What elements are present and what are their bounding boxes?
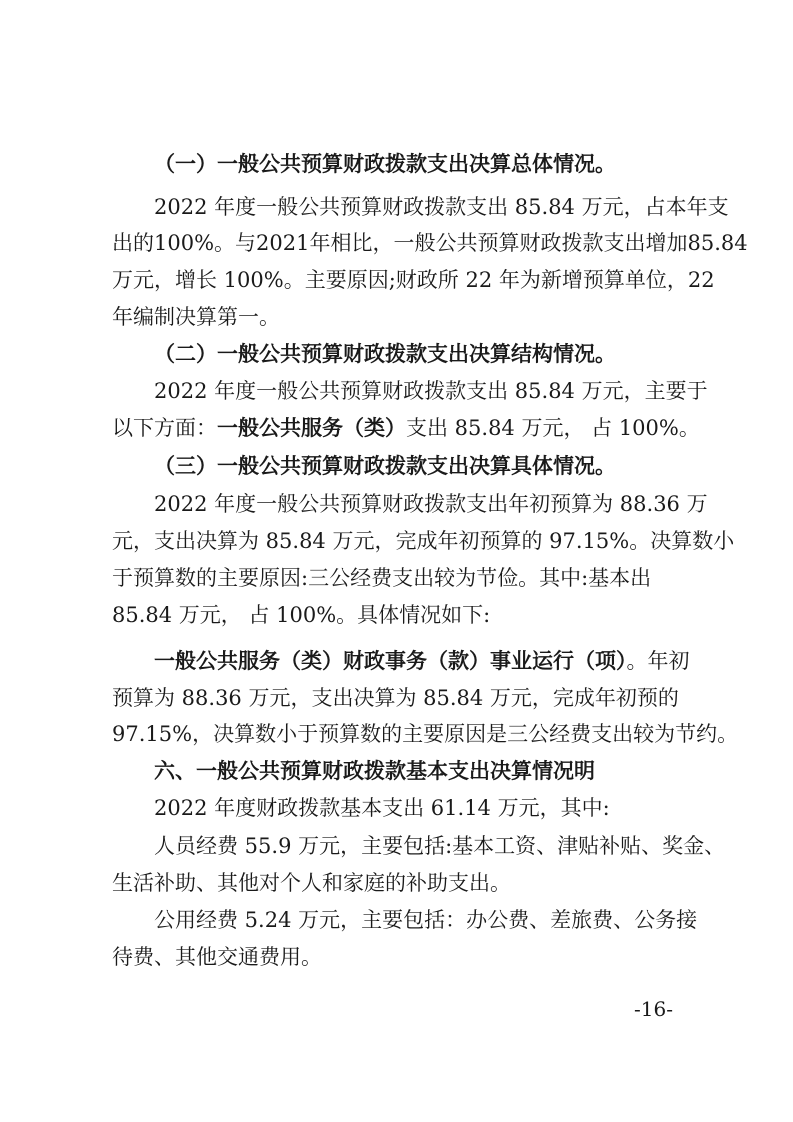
paragraph-line: 万元，增长 100%。主要原因;财政所 22 年为新增预算单位，22 <box>112 268 715 292</box>
paragraph-line: 待费、其他交通费用。 <box>112 945 322 969</box>
paragraph-line <box>154 647 692 675</box>
paragraph-text: 。年初 <box>626 649 690 673</box>
paragraph-line: 公用经费 5.24 万元，主要包括：办公费、差旅费、公务接 <box>154 908 698 932</box>
paragraph-line <box>112 414 700 442</box>
section-3-heading: （三）一般公共预算财政拨款支出决算具体情况。 <box>154 454 616 478</box>
paragraph-line: 预算为 88.36 万元，支出决算为 85.84 万元，完成年初预的 <box>112 686 679 710</box>
paragraph-line: 年编制决算第一。 <box>112 305 280 329</box>
paragraph-line: 人员经费 55.9 万元，主要包括:基本工资、津贴补贴、奖金、 <box>154 834 726 858</box>
item-label: 一般公共服务（类）财政事务（款）事业运行（项） <box>154 649 627 673</box>
paragraph-line: 2022 年度一般公共预算财政拨款支出 85.84 万元，主要于 <box>154 379 708 403</box>
section-2-heading: （二）一般公共预算财政拨款支出决算结构情况。 <box>154 342 616 366</box>
paragraph-line: 2022 年度财政拨款基本支出 61.14 万元，其中: <box>154 796 610 820</box>
paragraph-line: 2022 年度一般公共预算财政拨款支出 85.84 万元，占本年支 <box>154 195 729 219</box>
paragraph-line: 2022 年度一般公共预算财政拨款支出年初预算为 88.36 万 <box>154 492 708 516</box>
paragraph-text: 支出 85.84 万元， 占 100%。 <box>406 416 700 440</box>
page-number: -16- <box>634 997 673 1021</box>
paragraph-line: 生活补助、其他对个人和家庭的补助支出。 <box>112 871 511 895</box>
category-label: 一般公共服务（类） <box>217 416 406 440</box>
paragraph-line: 97.15%，决算数小于预算数的主要原因是三公经费支出较为节约。 <box>112 722 739 746</box>
paragraph-line: 出的100%。与2021年相比，一般公共预算财政拨款支出增加85.84 <box>112 231 748 255</box>
paragraph-line: 于预算数的主要原因:三公经费支出较为节俭。其中:基本出 <box>112 566 652 590</box>
section-1-heading: （一）一般公共预算财政拨款支出决算总体情况。 <box>154 152 616 176</box>
paragraph-line: 85.84 万元， 占 100%。具体情况如下: <box>112 603 491 627</box>
paragraph-line: 元，支出决算为 85.84 万元，完成年初预算的 97.15%。决算数小 <box>112 529 735 553</box>
section-6-heading: 六、一般公共预算财政拨款基本支出决算情况明 <box>154 759 595 783</box>
paragraph-text: 以下方面： <box>112 416 217 440</box>
